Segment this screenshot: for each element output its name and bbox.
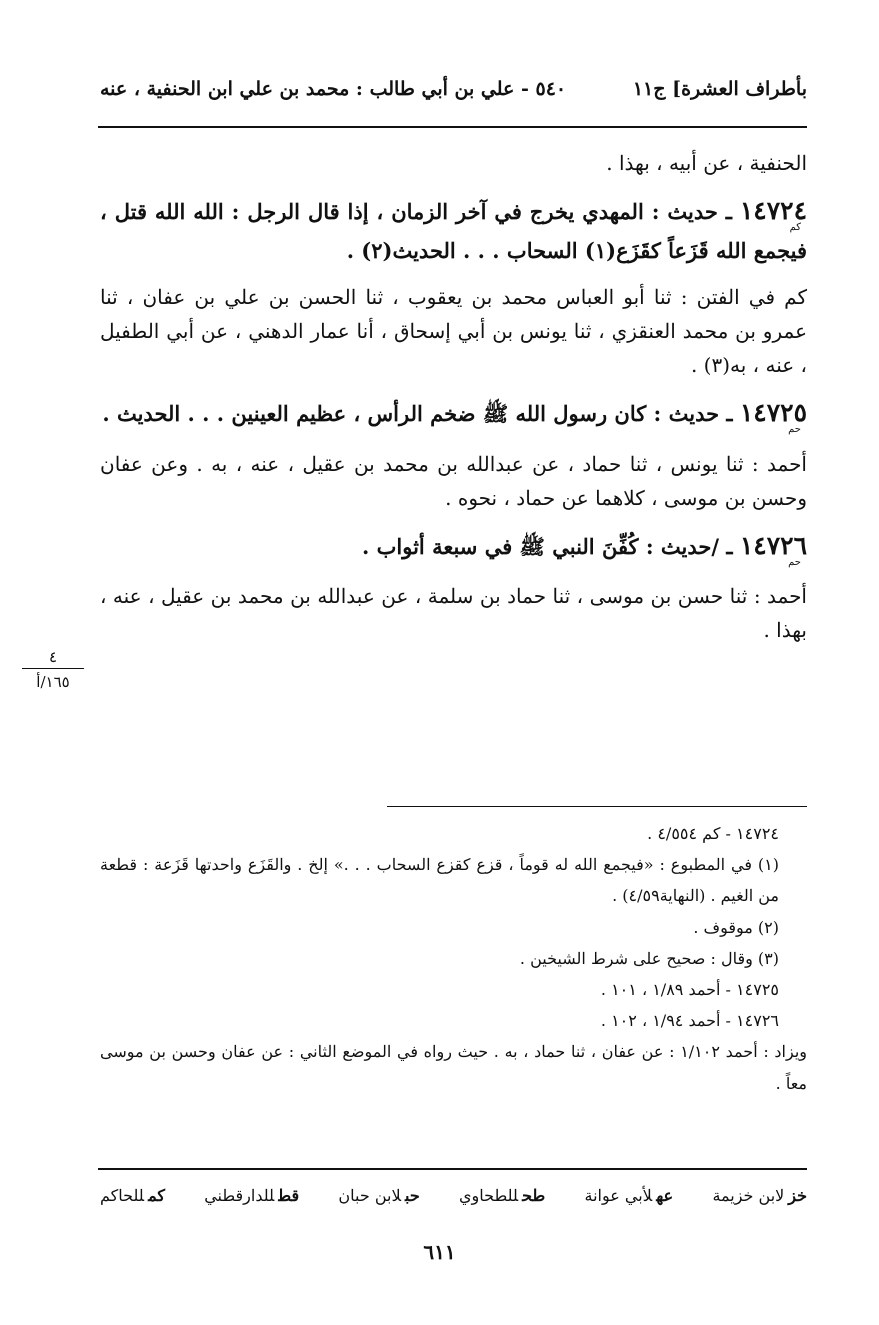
hadith-entry: [100, 392, 807, 435]
footnote: ويزاد : أحمد ١/١٠٢ : عن عفان ، ثنا حماد ، به . حيث رواه في الموضع الثاني : عن عفان وحسن بن موسى معاً .: [100, 1042, 807, 1093]
entry-source-symbol: حم: [788, 424, 801, 436]
entry-number: ١٤٧٢٦: [739, 530, 807, 560]
entry-source-symbol: كم: [789, 222, 802, 233]
entry-number: ١٤٧٢٥: [739, 398, 807, 428]
entry-text: ـ حديث : كان رسول الله ﷺ ضخم الرأس ، عظيم العينين . . . الحديث .: [102, 401, 733, 427]
footnote: (٣) وقال : صحيح على شرط الشيخين .: [519, 948, 779, 968]
page-number: ٦١١: [423, 1240, 456, 1264]
hadith-entry: [100, 190, 807, 268]
hadith-entry: [100, 525, 807, 568]
abbreviations-key: [100, 1186, 807, 1205]
text-paragraph: الحنفية ، عن أبيه ، بهذا .: [606, 151, 807, 175]
header-book-title: بأطراف العشرة] ج١١: [632, 78, 807, 100]
footnote: ١٤٧٢٥ - أحمد ١/٨٩ ، ١٠١ .: [600, 979, 779, 999]
abbreviation-item: حبلابن حبان: [338, 1186, 420, 1205]
entry-number: ١٤٧٢٤: [739, 196, 808, 225]
abbreviation-item: خزلابن خزيمة: [712, 1186, 807, 1205]
abbreviation-item: قطللدارقطني: [204, 1186, 300, 1205]
footnotes: [100, 818, 807, 1099]
entry-source-symbol: حم: [788, 556, 801, 568]
footnote: ١٤٧٢٦ - أحمد ١/٩٤ ، ١٠٢ .: [600, 1011, 779, 1031]
abbreviation-item: طحللطحاوي: [459, 1186, 546, 1205]
footnote: (١) في المطبوع : «فيجمع الله له قوماً ، قزع كقزع السحاب . . .» إلخ . والقَزَع واحدتها قَزَعة : قطعة من الغيم . (النهاية٤/٥٩) .: [100, 855, 780, 906]
margin-folio-top: ٤: [22, 648, 84, 669]
text-paragraph: أحمد : ثنا يونس ، ثنا حماد ، عن عبدالله بن محمد بن عقيل ، عنه ، به . وعن عفان وحسن بن موسى ، كلاهما عن حماد ، نحوه .: [100, 451, 807, 510]
text-paragraph: أحمد : ثنا حسن بن موسى ، ثنا حماد بن سلمة ، عن عبدالله بن محمد بن عقيل ، عنه ، بهذا .: [100, 584, 807, 643]
header-rule: [98, 126, 807, 128]
abbreviation-item: كمللحاكم: [100, 1186, 165, 1205]
text-paragraph: كم في الفتن : ثنا أبو العباس محمد بن يعقوب ، ثنا الحسن بن علي بن عفان ، ثنا عمرو بن محمد العنقزي ، ثنا يونس بن أبي إسحاق ، أنا عمار الدهني ، عن أبي الطفيل ، عنه ، به(٣) .: [100, 285, 807, 378]
footnote: ١٤٧٢٤ - كم ٤/٥٥٤ .: [647, 824, 779, 843]
header-chapter: ٥٤٠ - علي بن أبي طالب : محمد بن علي ابن الحنفية ، عنه: [100, 78, 567, 100]
footnote: (٢) موقوف .: [693, 917, 779, 937]
margin-folio-note: [22, 648, 84, 691]
entry-text: ـ /حديث : كُفِّنَ النبي ﷺ في سبعة أثواب .: [362, 533, 733, 559]
entry-text: ـ حديث : المهدي يخرج في آخر الزمان ، إذا قال الرجل : الله الله قتل ، فيجمع الله قَزَعاً كقَزَع(١) السحاب . . . الحديث(٢) .: [100, 199, 807, 263]
running-header: [100, 78, 807, 100]
abbreviation-item: عهلأبي عوانة: [584, 1186, 674, 1205]
abbreviations-rule: [98, 1168, 807, 1170]
footnote-rule: [387, 806, 807, 807]
margin-folio-bottom: ١٦٥/أ: [36, 673, 70, 691]
main-text: [100, 146, 807, 657]
